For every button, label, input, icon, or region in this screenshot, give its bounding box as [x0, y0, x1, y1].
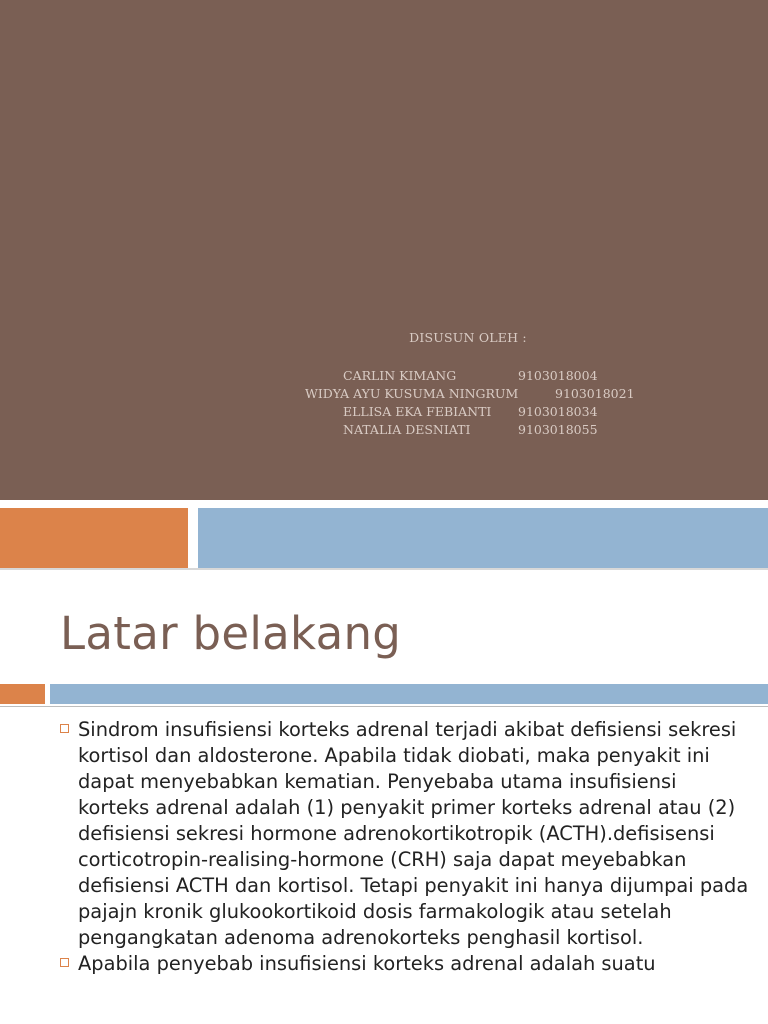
accent-bar-orange: [0, 684, 45, 704]
content-slide: [0, 571, 768, 1024]
bullet-text: Apabila penyebab insufisiensi korteks adrenal adalah suatu: [78, 952, 656, 975]
title-panel: [0, 0, 768, 500]
credits-heading: DISUSUN OLEH :: [409, 330, 527, 345]
member-name: WIDYA AYU KUSUMA NINGRUM: [305, 386, 519, 401]
member-id: 9103018055: [518, 422, 598, 437]
bullet-list: [60, 717, 750, 977]
slide-title: Latar belakang: [60, 607, 402, 660]
bullet-item: [60, 951, 750, 977]
member-name: ELLISA EKA FEBIANTI: [343, 404, 492, 419]
title-divider: [0, 706, 768, 707]
bullet-text: Sindrom insufisiensi korteks adrenal terjadi akibat defisiensi sekresi kortisol dan aldosterone. Apabila tidak diobati, maka penyakit ini dapat menyebabkan kematian. Penyebaba utama insufisiensi korteks adrenal adalah (1) penyakit primer korteks adrenal atau (2) defisiensi sekresi hormone adrenokortikotropik (ACTH).defisisensi corticotropin-realising-hormone (CRH) saja dapat meyebabkan defisiensi ACTH dan kortisol. Tetapi penyakit ini hanya dijumpai pada pajajn kronik glukookortikoid dosis farmakologik atau setelah pengangkatan adenoma adrenokorteks penghasil kortisol.: [78, 718, 749, 949]
accent-bar-orange: [0, 508, 188, 568]
member-id: 9103018004: [518, 368, 598, 383]
member-name: CARLIN KIMANG: [343, 368, 457, 383]
accent-bar-blue: [198, 508, 768, 568]
member-id: 9103018034: [518, 404, 598, 419]
square-bullet-icon: [60, 958, 69, 967]
bullet-item: [60, 717, 750, 951]
slide-divider: [0, 568, 768, 570]
member-name: NATALIA DESNIATI: [343, 422, 471, 437]
accent-bar-blue: [50, 684, 768, 704]
member-id: 9103018021: [555, 386, 635, 401]
square-bullet-icon: [60, 724, 69, 733]
